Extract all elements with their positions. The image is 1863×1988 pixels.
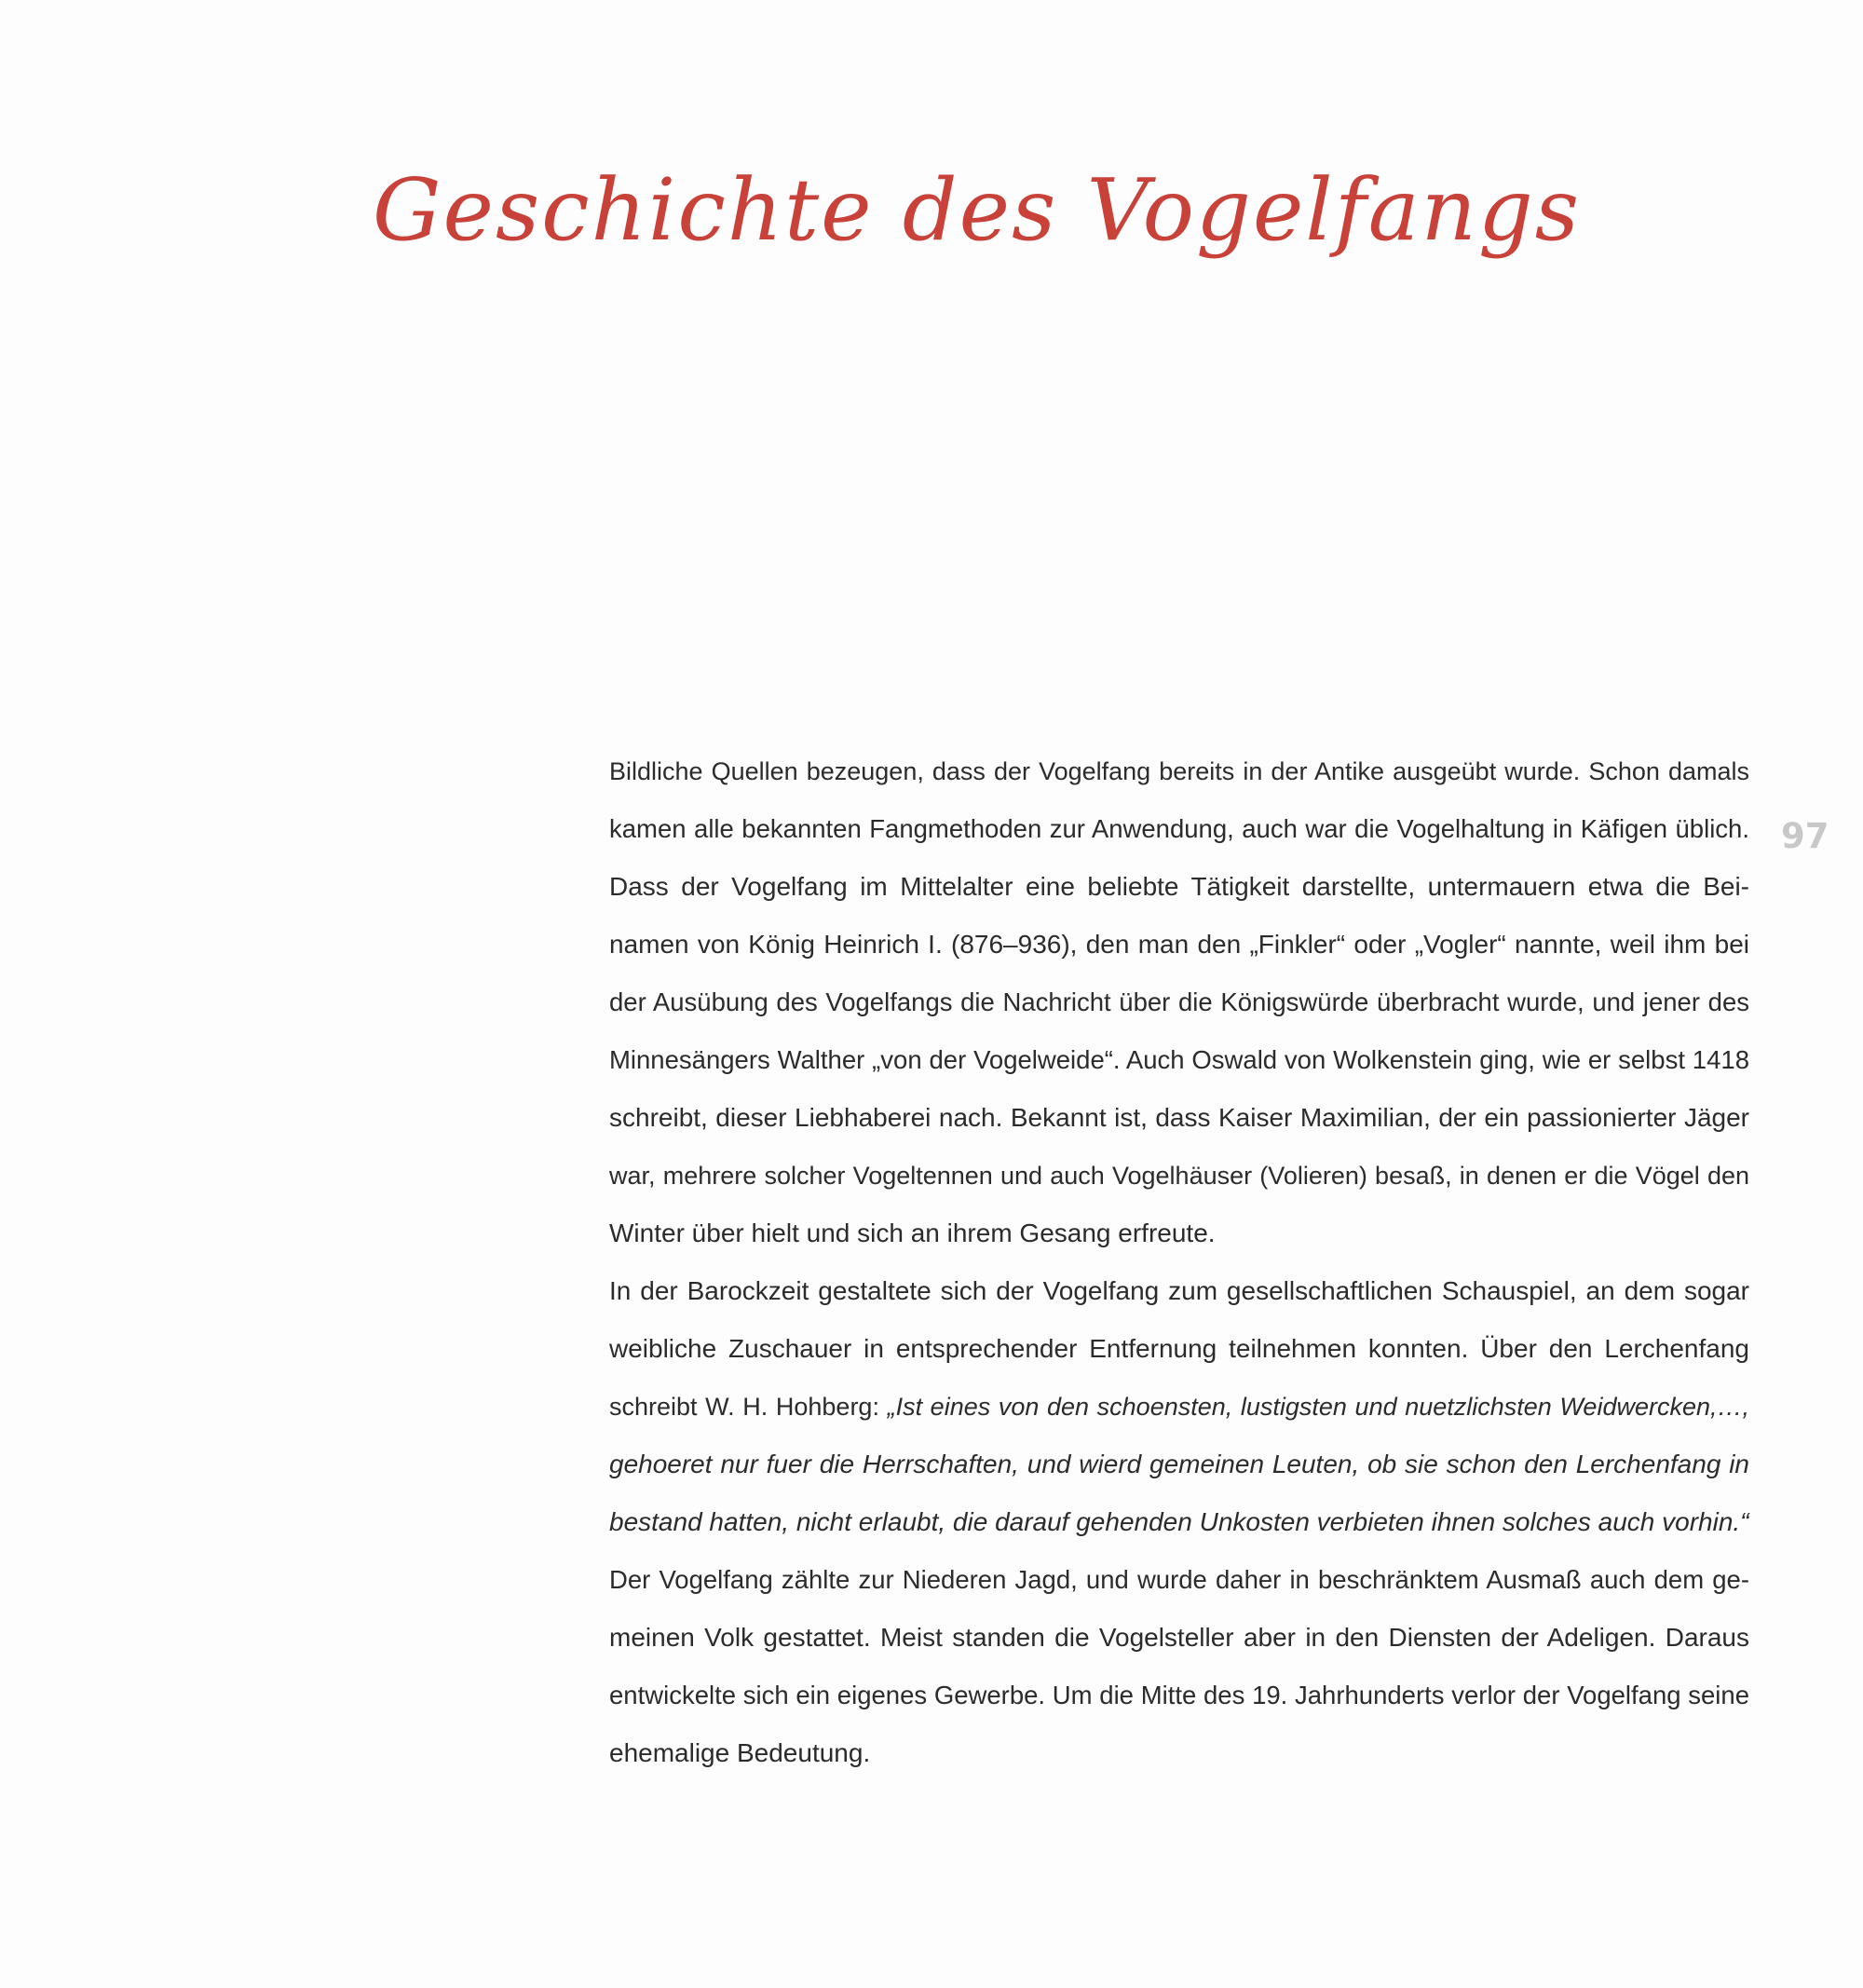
text-line: weibliche Zuschauer in entsprechender Entfernung teilnehmen konnten. Über den Lerchenfang xyxy=(609,1334,1749,1363)
quote-line: gehoeret nur fuer die Herrschaften, und wierd gemeinen Leuten, ob sie schon den Lerchenfang in xyxy=(609,1450,1749,1478)
text-line: der Ausübung des Vogelfangs die Nachricht über die Königswürde überbracht wurde, und jener des xyxy=(609,987,1749,1016)
quote-segment: „Ist eines von den schoensten, lustigsten und nuetzlichsten Weidwercken,…, xyxy=(887,1393,1749,1421)
text-line: entwickelte sich ein eigenes Gewerbe. Um die Mitte des 19. Jahrhunderts verlor der Vogelfang seine xyxy=(609,1681,1749,1709)
text-line: Minnesängers Walther „von der Vogelweide“. Auch Oswald von Wolkenstein ging, wie er selbst 1418 xyxy=(609,1045,1749,1074)
text-line: namen von König Heinrich I. (876–936), den man den „Finkler“ oder „Vogler“ nannte, weil ihm bei xyxy=(609,930,1749,959)
text-line: war, mehrere solcher Vogeltennen und auch Vogelhäuser (Volieren) besaß, in denen er die Vögel den xyxy=(609,1162,1749,1190)
text-line: Der Vogelfang zählte zur Niederen Jagd, und wurde daher in beschränktem Ausmaß auch dem ge- xyxy=(609,1565,1749,1594)
text-line: schreibt, dieser Liebhaberei nach. Bekannt ist, dass Kaiser Maximilian, der ein passionierter Jäger xyxy=(609,1103,1749,1132)
text-line: Dass der Vogelfang im Mittelalter eine beliebte Tätigkeit darstellte, untermauern etwa die Bei- xyxy=(609,872,1749,901)
text-line-mixed xyxy=(609,1378,1749,1436)
body-text xyxy=(609,742,1749,1782)
text-line: ehemalige Bedeutung. xyxy=(609,1738,871,1767)
text-line: kamen alle bekannten Fangmethoden zur Anwendung, auch war die Vogelhaltung in Käfigen üblich. xyxy=(609,814,1749,843)
text-line: In der Barockzeit gestaltete sich der Vogelfang zum gesellschaftlichen Schauspiel, an dem sogar xyxy=(609,1276,1749,1305)
page-number: 97 xyxy=(1781,816,1829,856)
page-title: Geschichte des Vogelfangs xyxy=(373,160,1581,260)
quote-line: bestand hatten, nicht erlaubt, die darauf gehenden Unkosten verbieten ihnen solches auch vorhin.“ xyxy=(609,1507,1749,1536)
text-line: Winter über hielt und sich an ihrem Gesang erfreute. xyxy=(609,1219,1216,1247)
text-segment: schreibt W. H. Hohberg: xyxy=(609,1393,888,1421)
text-line: Bildliche Quellen bezeugen, dass der Vogelfang bereits in der Antike ausgeübt wurde. Schon damals xyxy=(609,757,1749,785)
text-line: meinen Volk gestattet. Meist standen die Vogelsteller aber in den Diensten der Adeligen. Daraus xyxy=(609,1623,1749,1652)
